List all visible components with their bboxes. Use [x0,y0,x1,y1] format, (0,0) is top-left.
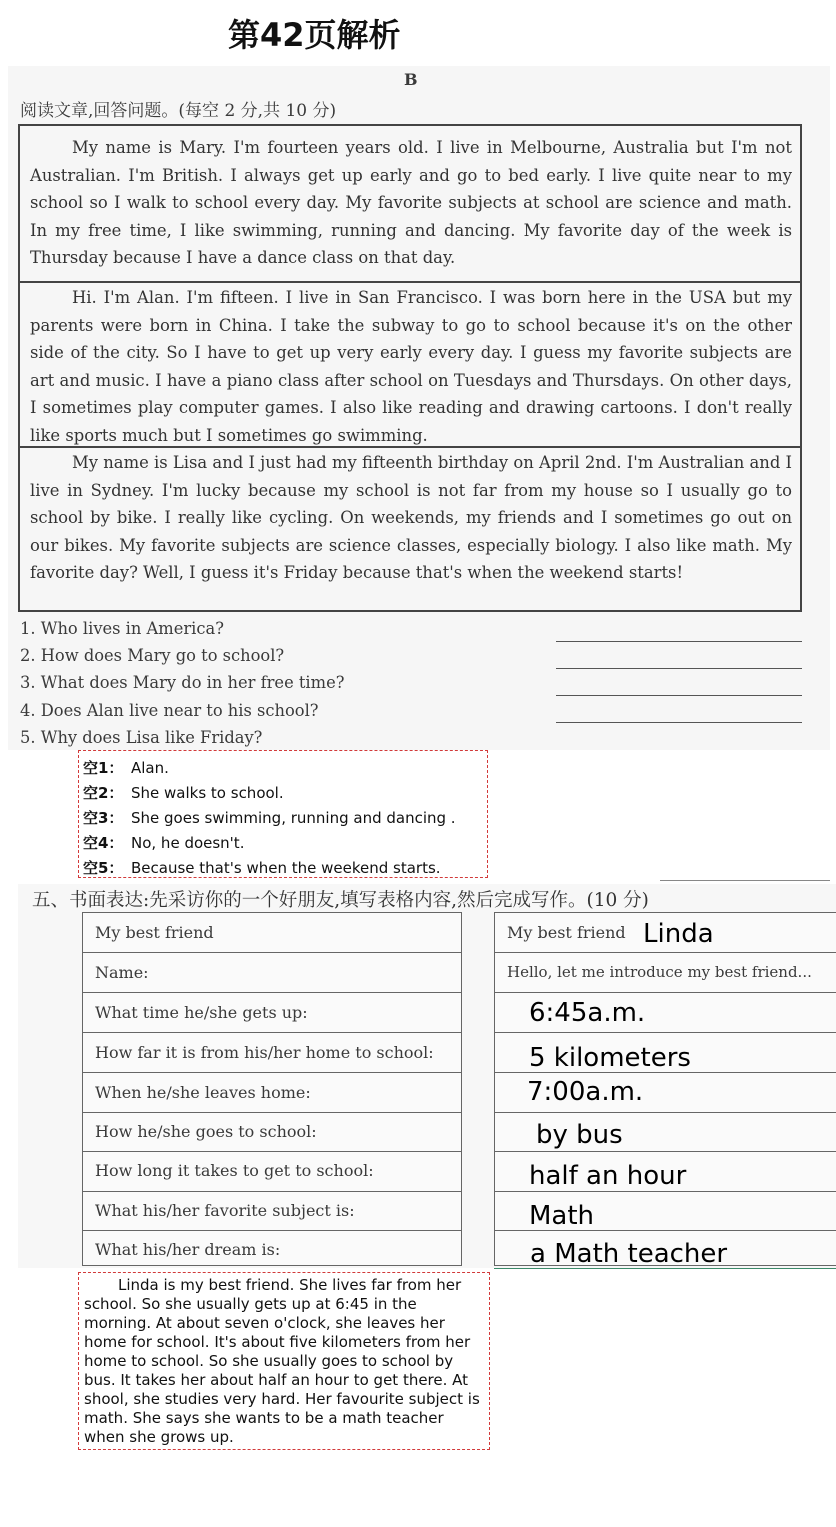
table-row [495,953,836,993]
answer-line [556,695,802,696]
question-3: 3. What does Mary do in her free time? [20,673,345,692]
separator-line [494,1268,836,1269]
table-row [83,1231,461,1267]
row-label: When he/she leaves home: [95,1083,311,1102]
answer-distance: 5 kilometers [529,1043,691,1073]
answer-dream: a Math teacher [530,1239,728,1269]
answer-gets-up: 6:45a.m. [529,998,646,1028]
answer-text: She goes swimming, running and dancing . [131,809,456,827]
answer-row [83,857,441,878]
essay-text: Linda is my best friend. She lives far from her school. So she usually gets up at 6:45 in the morning. At about seven o'clock, she leaves her home for school. It's about five kilometers from her home to school. So she usually goes to school by bus. It takes her about half an hour to get there. At shool, she studies very hard. Her favourite subject is math. She says she wants to be a math teacher when she grows up. [84,1276,480,1446]
separator-line [660,880,830,881]
row-label: Hello, let me introduce my best friend... [507,963,812,981]
row-label: How he/she goes to school: [95,1122,317,1141]
answer-label: 空5： [83,859,124,877]
answer-label: 空3： [83,809,124,827]
table-row [83,913,461,953]
passage-divider [20,281,800,283]
row-label: What time he/she gets up: [95,1003,308,1022]
answer-subject: Math [529,1201,595,1231]
row-label: What his/her favorite subject is: [95,1201,355,1220]
table-row [83,1192,461,1231]
answer-line [556,722,802,723]
passage-mary: My name is Mary. I'm fourteen years old. I live in Melbourne, Australia but I'm not Australian. I'm British. I always get up early and go to bed early. I live quite near to my school so I walk to school every day. My favorite subjects at school are science and math. In my free time, I like swimming, running and dancing. My favorite day of the week is Thursday because I have a dance class on that day. [30,138,792,267]
row-label: What his/her dream is: [95,1240,281,1259]
row-label: Name: [95,963,149,982]
answer-label: 空2： [83,784,124,802]
answer-name: Linda [643,919,714,949]
answer-row [83,807,456,828]
answer-label: 空1： [83,759,124,777]
table-row [83,953,461,993]
essay-box [78,1272,490,1450]
answer-text: Because that's when the weekend starts. [131,859,441,877]
section-b-label: B [404,70,418,89]
row-label: How far it is from his/her home to school: [95,1043,434,1062]
table-row [83,1033,461,1073]
row-label: My best friend [95,923,214,942]
answer-label: 空4： [83,834,124,852]
question-1: 1. Who lives in America? [20,619,224,638]
answer-leaves: 7:00a.m. [527,1077,644,1107]
question-4: 4. Does Alan live near to his school? [20,701,319,720]
answer-line [556,668,802,669]
table-row [83,1073,461,1113]
answer-row [83,757,169,778]
answer-row [83,782,284,803]
answer-text: She walks to school. [131,784,284,802]
interview-table-left [82,912,462,1266]
page-title: 第42页解析 [228,16,401,54]
table-row [83,1152,461,1192]
passage-lisa: My name is Lisa and I just had my fifteenth birthday on April 2nd. I'm Australian and I live in Sydney. I'm lucky because my school is not far from my house so I usually go to school by bike. I really like cycling. On weekends, my friends and I sometimes go out on our bikes. My favorite subjects are science classes, especially biology. I also like math. My favorite day? Well, I guess it's Friday because that's when the weekend starts! [30,453,793,582]
answer-transport: by bus [536,1120,623,1150]
writing-heading: 五、书面表达:先采访你的一个好朋友,填写表格内容,然后完成写作。(10 分) [32,890,649,911]
reading-instruction: 阅读文章,回答问题。(每空 2 分,共 10 分) [20,101,337,121]
passage-box [18,124,802,612]
row-label: How long it takes to get to school: [95,1161,374,1180]
question-2: 2. How does Mary go to school? [20,646,285,665]
passage-divider [20,446,800,448]
answer-line [556,641,802,642]
answer-duration: half an hour [529,1161,687,1191]
table-row [83,1113,461,1152]
answer-row [83,832,244,853]
answer-text: Alan. [131,759,169,777]
answer-box [78,750,488,878]
passage-alan: Hi. I'm Alan. I'm fifteen. I live in San Francisco. I was born here in the USA but my parents were born in China. I take the subway to go to school because it's on the other side of the city. So I have to get up very early every day. I guess my favorite subjects are art and music. I have a piano class after school on Tuesdays and Thursdays. On other days, I sometimes play computer games. I also like reading and drawing cartoons. I don't really like sports much but I sometimes go swimming. [30,288,792,445]
row-label: My best friend [507,923,626,942]
table-row [83,993,461,1033]
answer-text: No, he doesn't. [131,834,245,852]
question-5: 5. Why does Lisa like Friday? [20,728,263,747]
